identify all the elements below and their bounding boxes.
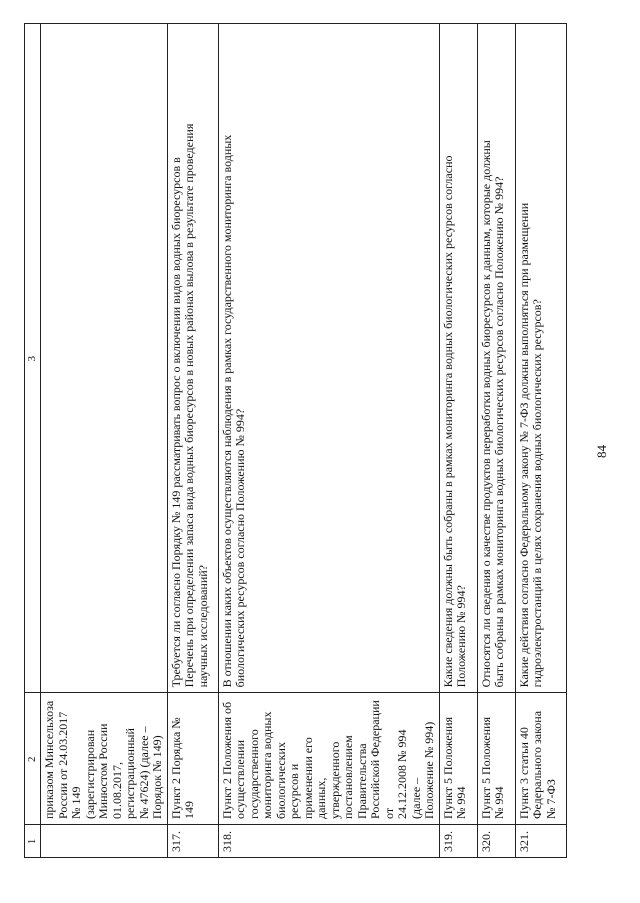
question-line: Относятся ли сведения о качестве продуктов переработки водных биоресурсов к данным, которые должны [478, 140, 493, 688]
header-cell-1: 1 [25, 825, 41, 858]
source-line: регистрационный [123, 728, 137, 819]
row-number-cell: 319. [439, 825, 477, 858]
row-number-cell: 318. [218, 825, 439, 858]
source-line: Федерального закона [530, 710, 544, 819]
question-line: Перечень при определении запаса вида водных биоресурсов в новых районах вылова в результате проведения [182, 123, 196, 688]
source-line: осуществлении [233, 740, 247, 819]
source-reference-cell [439, 693, 477, 825]
table-row [477, 24, 515, 858]
source-reference-cell [167, 693, 218, 825]
source-reference-cell [477, 693, 515, 825]
question-cell [167, 24, 218, 693]
question-line: Требуется ли согласно Порядку № 149 рассматривать вопрос о включении видов водных биоресурсов в [168, 157, 183, 688]
source-reference-cell [515, 693, 566, 825]
source-line: биологических ресурсов и [273, 742, 301, 819]
source-line: Минюстом России [96, 723, 110, 819]
source-line: Порядок № 149) [150, 735, 164, 819]
question-line: биологических ресурсов согласно Положению № 994? [233, 408, 247, 688]
question-line: быть собраны в рамках мониторинга водных биологических ресурсов согласно Положению № 994? [492, 176, 506, 688]
source-reference-cell [41, 693, 168, 825]
table-row [41, 24, 168, 858]
source-line: Пункт 5 Положения [478, 716, 493, 819]
source-line: Российской Федерации от [368, 700, 396, 819]
source-line: постановлением [341, 735, 355, 819]
source-line: № 994 [492, 786, 506, 819]
row-number-cell: 321. [515, 825, 566, 858]
question-cell [477, 24, 515, 693]
question-line: Какие действия согласно Федеральному закону № 7-ФЗ должны выполняться при размещении [516, 202, 531, 688]
source-reference-cell [218, 693, 439, 825]
table-row [515, 24, 566, 858]
table-row [167, 24, 218, 858]
question-cell [439, 24, 477, 693]
source-line: № 7-ФЗ [543, 779, 558, 819]
regulation-table [24, 23, 567, 858]
table-row [439, 24, 477, 858]
row-number-cell: 317. [167, 825, 218, 858]
source-line: № 47624) (далее – [136, 726, 151, 819]
source-line: Пункт 2 Положения об [219, 701, 234, 819]
header-cell-2: 2 [25, 693, 41, 825]
source-line: Пункт 3 статьи 40 [516, 727, 531, 819]
source-line: 24.12.2008 № 994 (далее – [395, 729, 423, 819]
question-cell [515, 24, 566, 693]
source-line: № 994 [454, 786, 468, 819]
row-number-cell: 320. [477, 825, 515, 858]
question-line: научных исследований? [195, 564, 210, 688]
question-line: Положению № 994? [454, 585, 468, 688]
question-line: Какие сведения должны быть собраны в рамках мониторинга водных биологических ресурсов согласно [440, 155, 455, 688]
source-line: Правительства [354, 743, 369, 819]
source-line: России от 24.03.2017 [55, 711, 70, 819]
row-number-cell [41, 825, 168, 858]
source-line: утвержденного [327, 741, 342, 819]
source-line: государственного [246, 729, 261, 819]
source-line: приказом Минсельхоза [42, 700, 56, 819]
source-line: мониторинга водных [260, 711, 274, 819]
source-line: Пункт 5 Положения [440, 716, 455, 819]
question-cell [218, 24, 439, 693]
source-line: Пункт 2 Порядка № 149 [168, 717, 196, 819]
question-line: гидроэлектростанций в целях сохранения водных биологических ресурсов? [530, 299, 544, 688]
source-line: Положение № 994) [422, 721, 436, 819]
table-row [218, 24, 439, 858]
question-cell [41, 24, 168, 693]
header-cell-3: 3 [25, 24, 41, 693]
source-line: применении его данных, [300, 737, 328, 819]
source-line: 01.08.2017, [109, 762, 124, 819]
source-line: № 149 (зарегистрирован [69, 729, 97, 819]
question-line: В отношении каких объектов осуществляются наблюдения в рамках государственного мониторинга водных [219, 134, 234, 688]
table-header-row [25, 24, 41, 858]
page-number: 84 [594, 445, 609, 458]
